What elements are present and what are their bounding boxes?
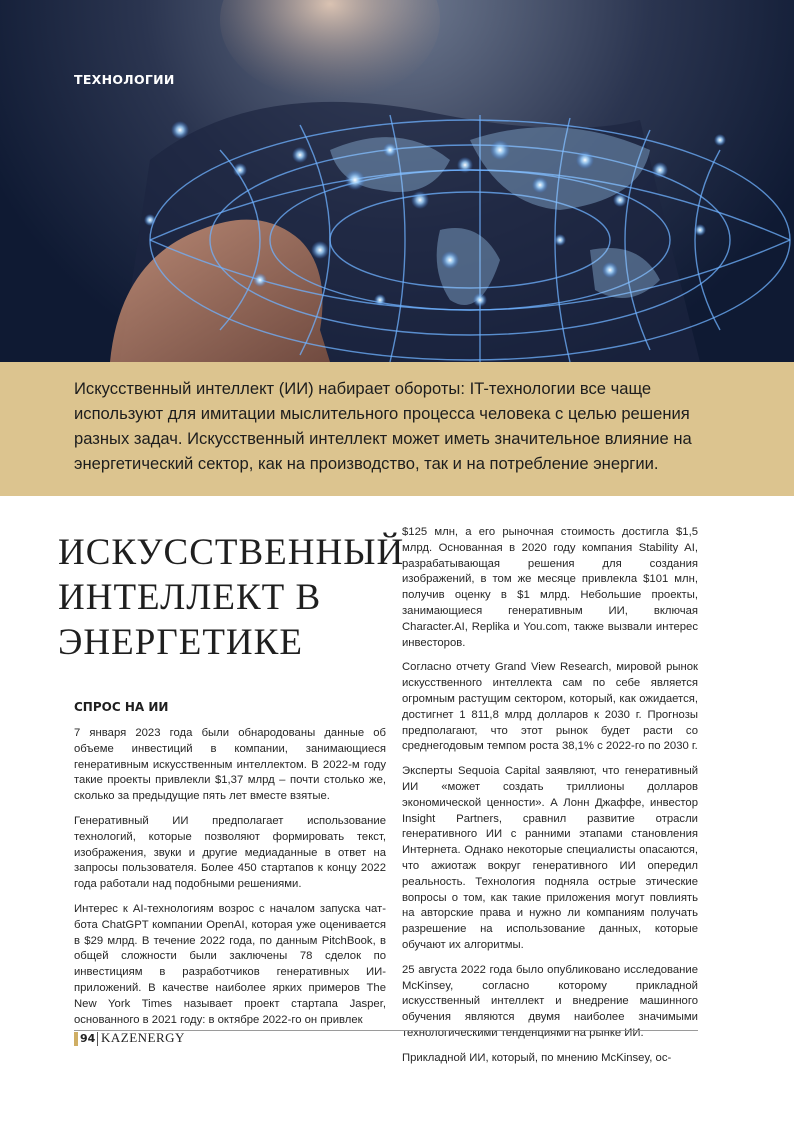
paragraph: Прикладной ИИ, который, по мнению McKinsey, ос- bbox=[402, 1051, 672, 1064]
section-tag: ТЕХНОЛОГИИ bbox=[74, 72, 175, 87]
title-line-2: ИНТЕЛЛЕКТ В bbox=[58, 577, 322, 618]
lead-text: Искусственный интеллект (ИИ) набирает обороты: IT-технологии все чаще используют для имитации мыслительного процесса человека с целью решения разных задач. Искусственный интеллект может иметь значительное влияние на энергетический сектор, как на производство, так и на потребление энергии. bbox=[74, 379, 692, 473]
lead-band bbox=[0, 362, 794, 496]
page-number: 94 bbox=[80, 1032, 96, 1045]
article-title bbox=[58, 530, 405, 665]
publication-name: KAZENERGY bbox=[101, 1030, 185, 1045]
paragraph: Генеративный ИИ предполагает использование технологий, которые позволяют формировать текст, изображения, звуки и другие медиаданные в ответ на запросы пользователя. Более 450 стартапов к концу 2022 года работали над подобными решениями. bbox=[74, 814, 386, 891]
hero-image bbox=[0, 0, 794, 362]
title-line-1: ИСКУССТВЕННЫЙ bbox=[58, 532, 405, 573]
right-column bbox=[402, 525, 698, 1076]
paragraph: Согласно отчету Grand View Research, мировой рынок искусственного интеллекта сам по себе является огромным растущим сектором, который, как ожидается, достигнет 1 811,8 млрд долларов к 2030 г. Прогнозы предполагают, что этот рынок будет расти со среднегодовым темпом роста 38,1% с 2022-го по 2030 г. bbox=[402, 661, 698, 753]
title-line-3: ЭНЕРГЕТИКЕ bbox=[58, 622, 303, 663]
footer-separator bbox=[97, 1032, 98, 1046]
paragraph: 25 августа 2022 года было опубликовано исследование McKinsey, согласно которому прикладной искусственный интеллект и внедрение машинного обучения являются двумя наиболее значимыми технологическими тенденциями на рынке ИИ. bbox=[402, 963, 698, 1039]
section-subhead: СПРОС НА ИИ bbox=[74, 700, 169, 714]
blurred-face bbox=[220, 0, 440, 100]
paragraph: Эксперты Sequoia Capital заявляют, что генеративный ИИ «может создать триллионы долларов экономической ценности». А Лонн Джаффе, инвестор Insight Partners, сравнил развитие отрасли генеративного ИИ с ранними этапами становления Интернета. Однако некоторые специалисты опасаются, что ажиотаж вокруг генеративного ИИ опередил реальность. Технология подняла острые этические вопросы о том, как такие приложения могут повлиять на авторские права и нужно ли компаниям получать разрешение на использование данных, которые обучают их алгоритмы. bbox=[402, 765, 698, 951]
paragraph: Интерес к AI-технологиям возрос с началом запуска чат-бота ChatGPT компании OpenAI, которая уже оценивается в $29 млрд. В течение 2022 года, по данным PitchBook, в общей сложности были заключены 78 сделок по инвестициям в разработчиков генеративных ИИ-приложений. В качестве наиболее ярких примеров The New York Times называет проект стартапа Jasper, основанного в 2021 году: в октябре 2022-го он привлек bbox=[74, 902, 386, 1026]
paragraph: $125 млн, а его рыночная стоимость достигла $1,5 млрд. Основанная в 2020 году компания Stability AI, разрабатывающая решения для создания изображений, в том же месяце привлекла $101 млн, получив оценку в $1 млрд. Небольшие проекты, занимающиеся генеративным ИИ, включая Character.AI, Replika и You.com, также вызвали интерес инвесторов. bbox=[402, 526, 698, 649]
left-column bbox=[74, 726, 386, 1037]
globe-network-illustration bbox=[0, 0, 794, 362]
footer-accent-bar bbox=[74, 1032, 78, 1046]
paragraph: 7 января 2023 года были обнародованы данные об объеме инвестиций в компании, занимающиеся генеративным искусственным интеллектом. В 2022-м году такие проекты привлекли $1,37 млрд – почти столько же, сколько за предыдущие пять лет вместе взятые. bbox=[74, 727, 386, 803]
